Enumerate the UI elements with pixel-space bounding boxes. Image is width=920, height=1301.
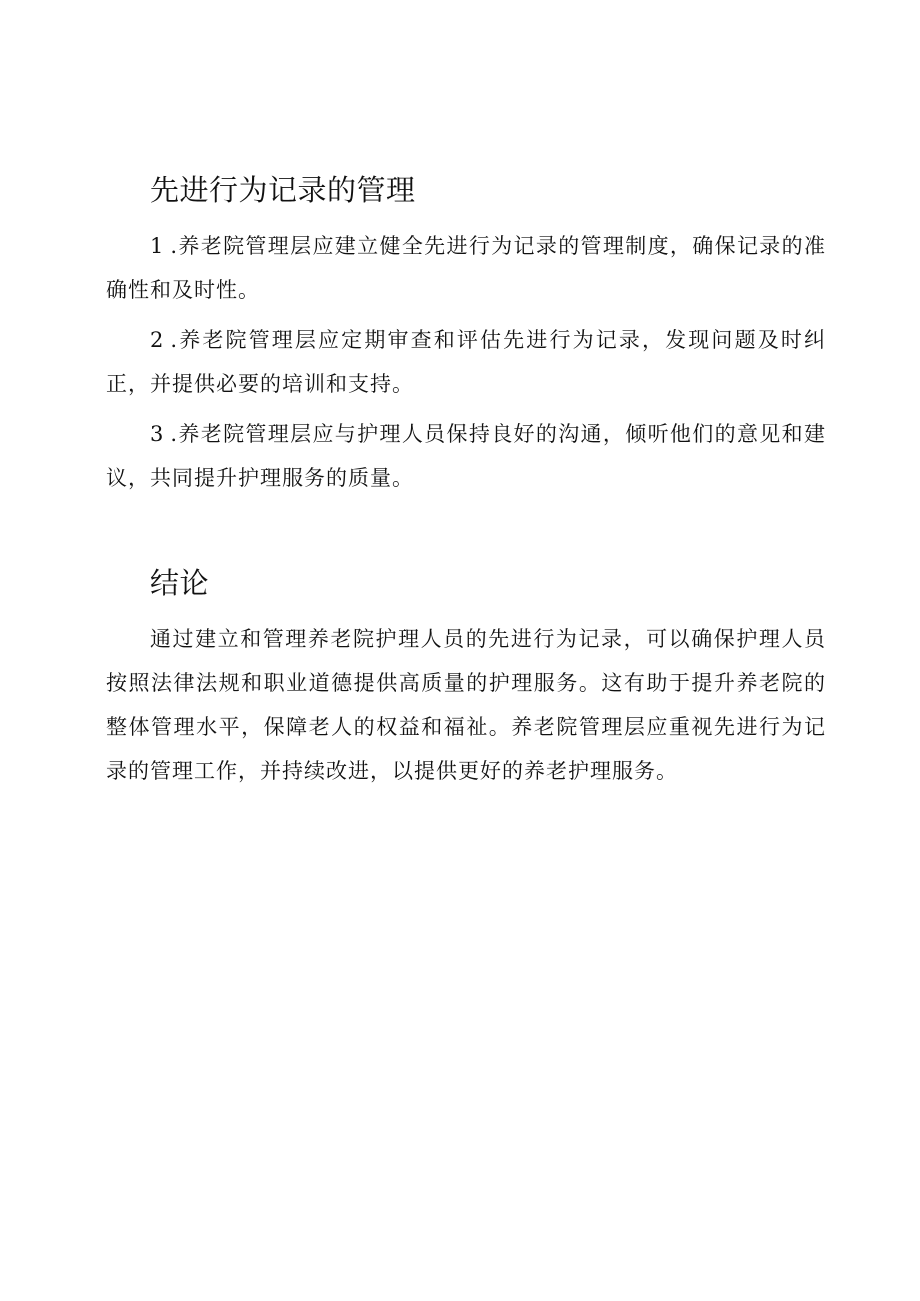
- list-item-text: .养老院管理层应与护理人员保持良好的沟通，倾听他们的意见和建议，共同提升护理服务的质量。: [106, 422, 826, 490]
- section-title: 先进行为记录的管理: [150, 173, 416, 207]
- conclusion-paragraph: 通过建立和管理养老院护理人员的先进行为记录，可以确保护理人员按照法律法规和职业道德提供高质量的护理服务。这有助于提升养老院的整体管理水平，保障老人的权益和福祉。养老院管理层应重视先进行为记录的管理工作，并持续改进，以提供更好的养老护理服务。: [106, 627, 826, 783]
- list-item-text: .养老院管理层应定期审查和评估先进行为记录，发现问题及时纠正，并提供必要的培训和支持。: [106, 328, 826, 396]
- list-item-number: 2: [150, 328, 165, 352]
- list-item: [106, 412, 826, 500]
- section-advanced-behavior-management: [106, 170, 826, 500]
- section-title: 结论: [150, 566, 210, 600]
- section-conclusion: [106, 563, 826, 793]
- list-item-text: .养老院管理层应建立健全先进行为记录的管理制度，确保记录的准确性和及时性。: [106, 234, 826, 302]
- list-item-number: 3: [150, 422, 165, 446]
- list-item-number: 1: [150, 234, 165, 258]
- list-item: [106, 318, 826, 406]
- list-item: [106, 224, 826, 312]
